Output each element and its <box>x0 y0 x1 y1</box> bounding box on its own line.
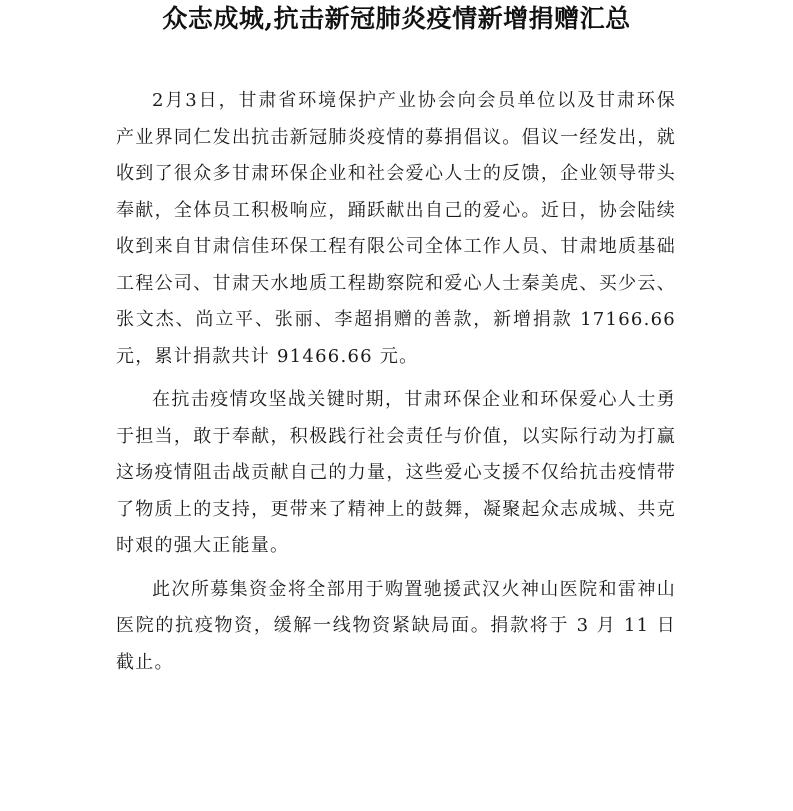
paragraph-community-effort: 在抗击疫情攻坚战关键时期，甘肃环保企业和环保爱心人士勇于担当，敢于奉献，积极践行社会责任与价值，以实际行动为打赢这场疫情阻击战贡献自己的力量，这些爱心支援不仅给抗击疫情带了物质上的支持，更带来了精神上的鼓舞，凝聚起众志成城、共克时艰的强大正能量。 <box>116 389 676 556</box>
document-title: 众志成城,抗击新冠肺炎疫情新增捐赠汇总 <box>162 4 631 33</box>
paragraph-donation-summary: 2月3日，甘肃省环境保护产业协会向会员单位以及甘肃环保产业界同仁发出抗击新冠肺炎疫情的募捐倡议。倡议一经发出，就收到了很众多甘肃环保企业和社会爱心人士的反馈，企业领导带头奉献，全体员工积极响应，踊跃献出自己的爱心。近日，协会陆续收到来自甘肃信佳环保工程有限公司全体工作人员、甘肃地质基础工程公司、甘肃天水地质工程勘察院和爱心人士秦美虎、买少云、张文杰、尚立平、张丽、李超捐赠的善款，新增捐款 17166.66 元，累计捐款共计 91466.66 元。 <box>116 90 676 367</box>
paragraph-fund-usage: 此次所募集资金将全部用于购置驰援武汉火神山医院和雷神山医院的抗疫物资，缓解一线物资紧缺局面。捐款将于 3 月 11 日截止。 <box>116 578 676 673</box>
document-body <box>116 83 676 681</box>
